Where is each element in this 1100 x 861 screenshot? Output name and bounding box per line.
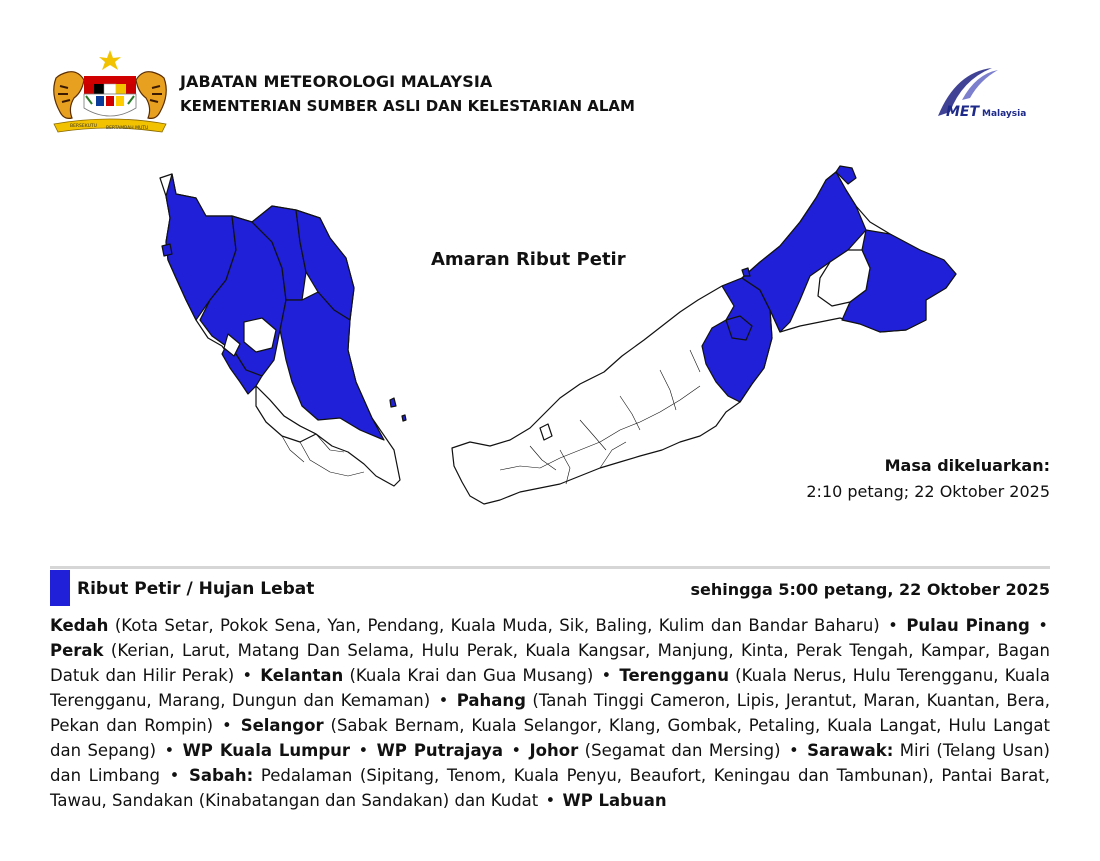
ministry-name: KEMENTERIAN SUMBER ASLI DAN KELESTARIAN ALAM	[180, 97, 635, 115]
state-name: Sarawak:	[807, 741, 894, 760]
borneo-malaysia	[452, 166, 956, 504]
bullet-separator: •	[881, 616, 905, 635]
svg-text:BERSEKUTU: BERSEKUTU	[70, 124, 97, 129]
bullet-separator: •	[215, 716, 239, 735]
state-districts: Pedalaman (Sipitang, Tenom, Kuala Penyu, Beaufort, Keningau dan Tambunan), Pantai Barat, Tawau, Sandakan (Kinabatangan dan Sandakan) dan Kudat	[50, 766, 1050, 810]
state-name: Pulau Pinang	[906, 616, 1030, 635]
state-name: Selangor	[240, 716, 324, 735]
state-districts: (Kerian, Larut, Matang Dan Selama, Hulu Perak, Kuala Kangsar, Manjung, Kinta, Perak Tengah, Kampar, Bagan Datuk dan Hilir Perak)	[50, 641, 1050, 685]
bullet-separator: •	[782, 741, 806, 760]
state-name: Kelantan	[260, 666, 344, 685]
warning-title: Ribut Petir / Hujan Lebat	[77, 579, 315, 599]
state-districts: (Sabak Bernam, Kuala Selangor, Klang, Gombak, Petaling, Kuala Langat, Hulu Langat dan Sepang)	[50, 716, 1050, 760]
organization-name: JABATAN METEOROLOGI MALAYSIA	[180, 72, 493, 91]
bullet-separator: •	[504, 741, 528, 760]
state-name: WP Labuan	[562, 791, 667, 810]
issued-time-label: Masa dikeluarkan:	[884, 456, 1050, 475]
met-malaysia-logo-icon	[932, 66, 1052, 124]
bullet-separator: •	[540, 791, 561, 810]
bullet-separator: •	[1031, 616, 1048, 635]
state-name: Perak	[50, 641, 104, 660]
bullet-separator: •	[236, 666, 259, 685]
state-name: Kedah	[50, 616, 109, 635]
state-name: Pahang	[456, 691, 526, 710]
coat-of-arms-icon	[48, 48, 172, 140]
warning-color-bar	[50, 570, 70, 606]
state-name: Terengganu	[619, 666, 729, 685]
affected-areas-text	[50, 613, 1050, 813]
section-divider	[50, 566, 1050, 569]
warning-valid-until: sehingga 5:00 petang, 22 Oktober 2025	[690, 580, 1050, 599]
issued-time-value: 2:10 petang; 22 Oktober 2025	[806, 482, 1050, 501]
state-name: WP Putrajaya	[376, 741, 503, 760]
bullet-separator: •	[432, 691, 455, 710]
state-districts: Miri (Telang Usan) dan Limbang	[50, 741, 1050, 785]
peninsular-malaysia	[160, 174, 406, 486]
state-districts: (Tanah Tinggi Cameron, Lipis, Jerantut, Maran, Kuantan, Bera, Pekan dan Rompin)	[50, 691, 1050, 735]
state-name: Sabah:	[188, 766, 254, 785]
bullet-separator: •	[352, 741, 375, 760]
state-districts: (Segamat dan Mersing)	[578, 741, 781, 760]
state-districts: (Kuala Krai dan Gua Musang)	[343, 666, 594, 685]
bullet-separator: •	[162, 766, 187, 785]
svg-text:BERTAMBAH MUTU: BERTAMBAH MUTU	[106, 126, 149, 131]
state-name: WP Kuala Lumpur	[182, 741, 351, 760]
svg-text:Malaysia: Malaysia	[982, 109, 1027, 119]
svg-text:MET: MET	[946, 104, 980, 120]
bullet-separator: •	[595, 666, 618, 685]
state-districts: (Kuala Nerus, Hulu Terengganu, Kuala Terengganu, Marang, Dungun dan Kemaman)	[50, 666, 1050, 710]
state-name: Johor	[529, 741, 579, 760]
penang-island	[162, 244, 172, 256]
state-districts: (Kota Setar, Pokok Sena, Yan, Pendang, Kuala Muda, Sik, Baling, Kulim dan Bandar Baharu)	[108, 616, 880, 635]
map-title: Amaran Ribut Petir	[431, 249, 626, 270]
bullet-separator: •	[158, 741, 181, 760]
